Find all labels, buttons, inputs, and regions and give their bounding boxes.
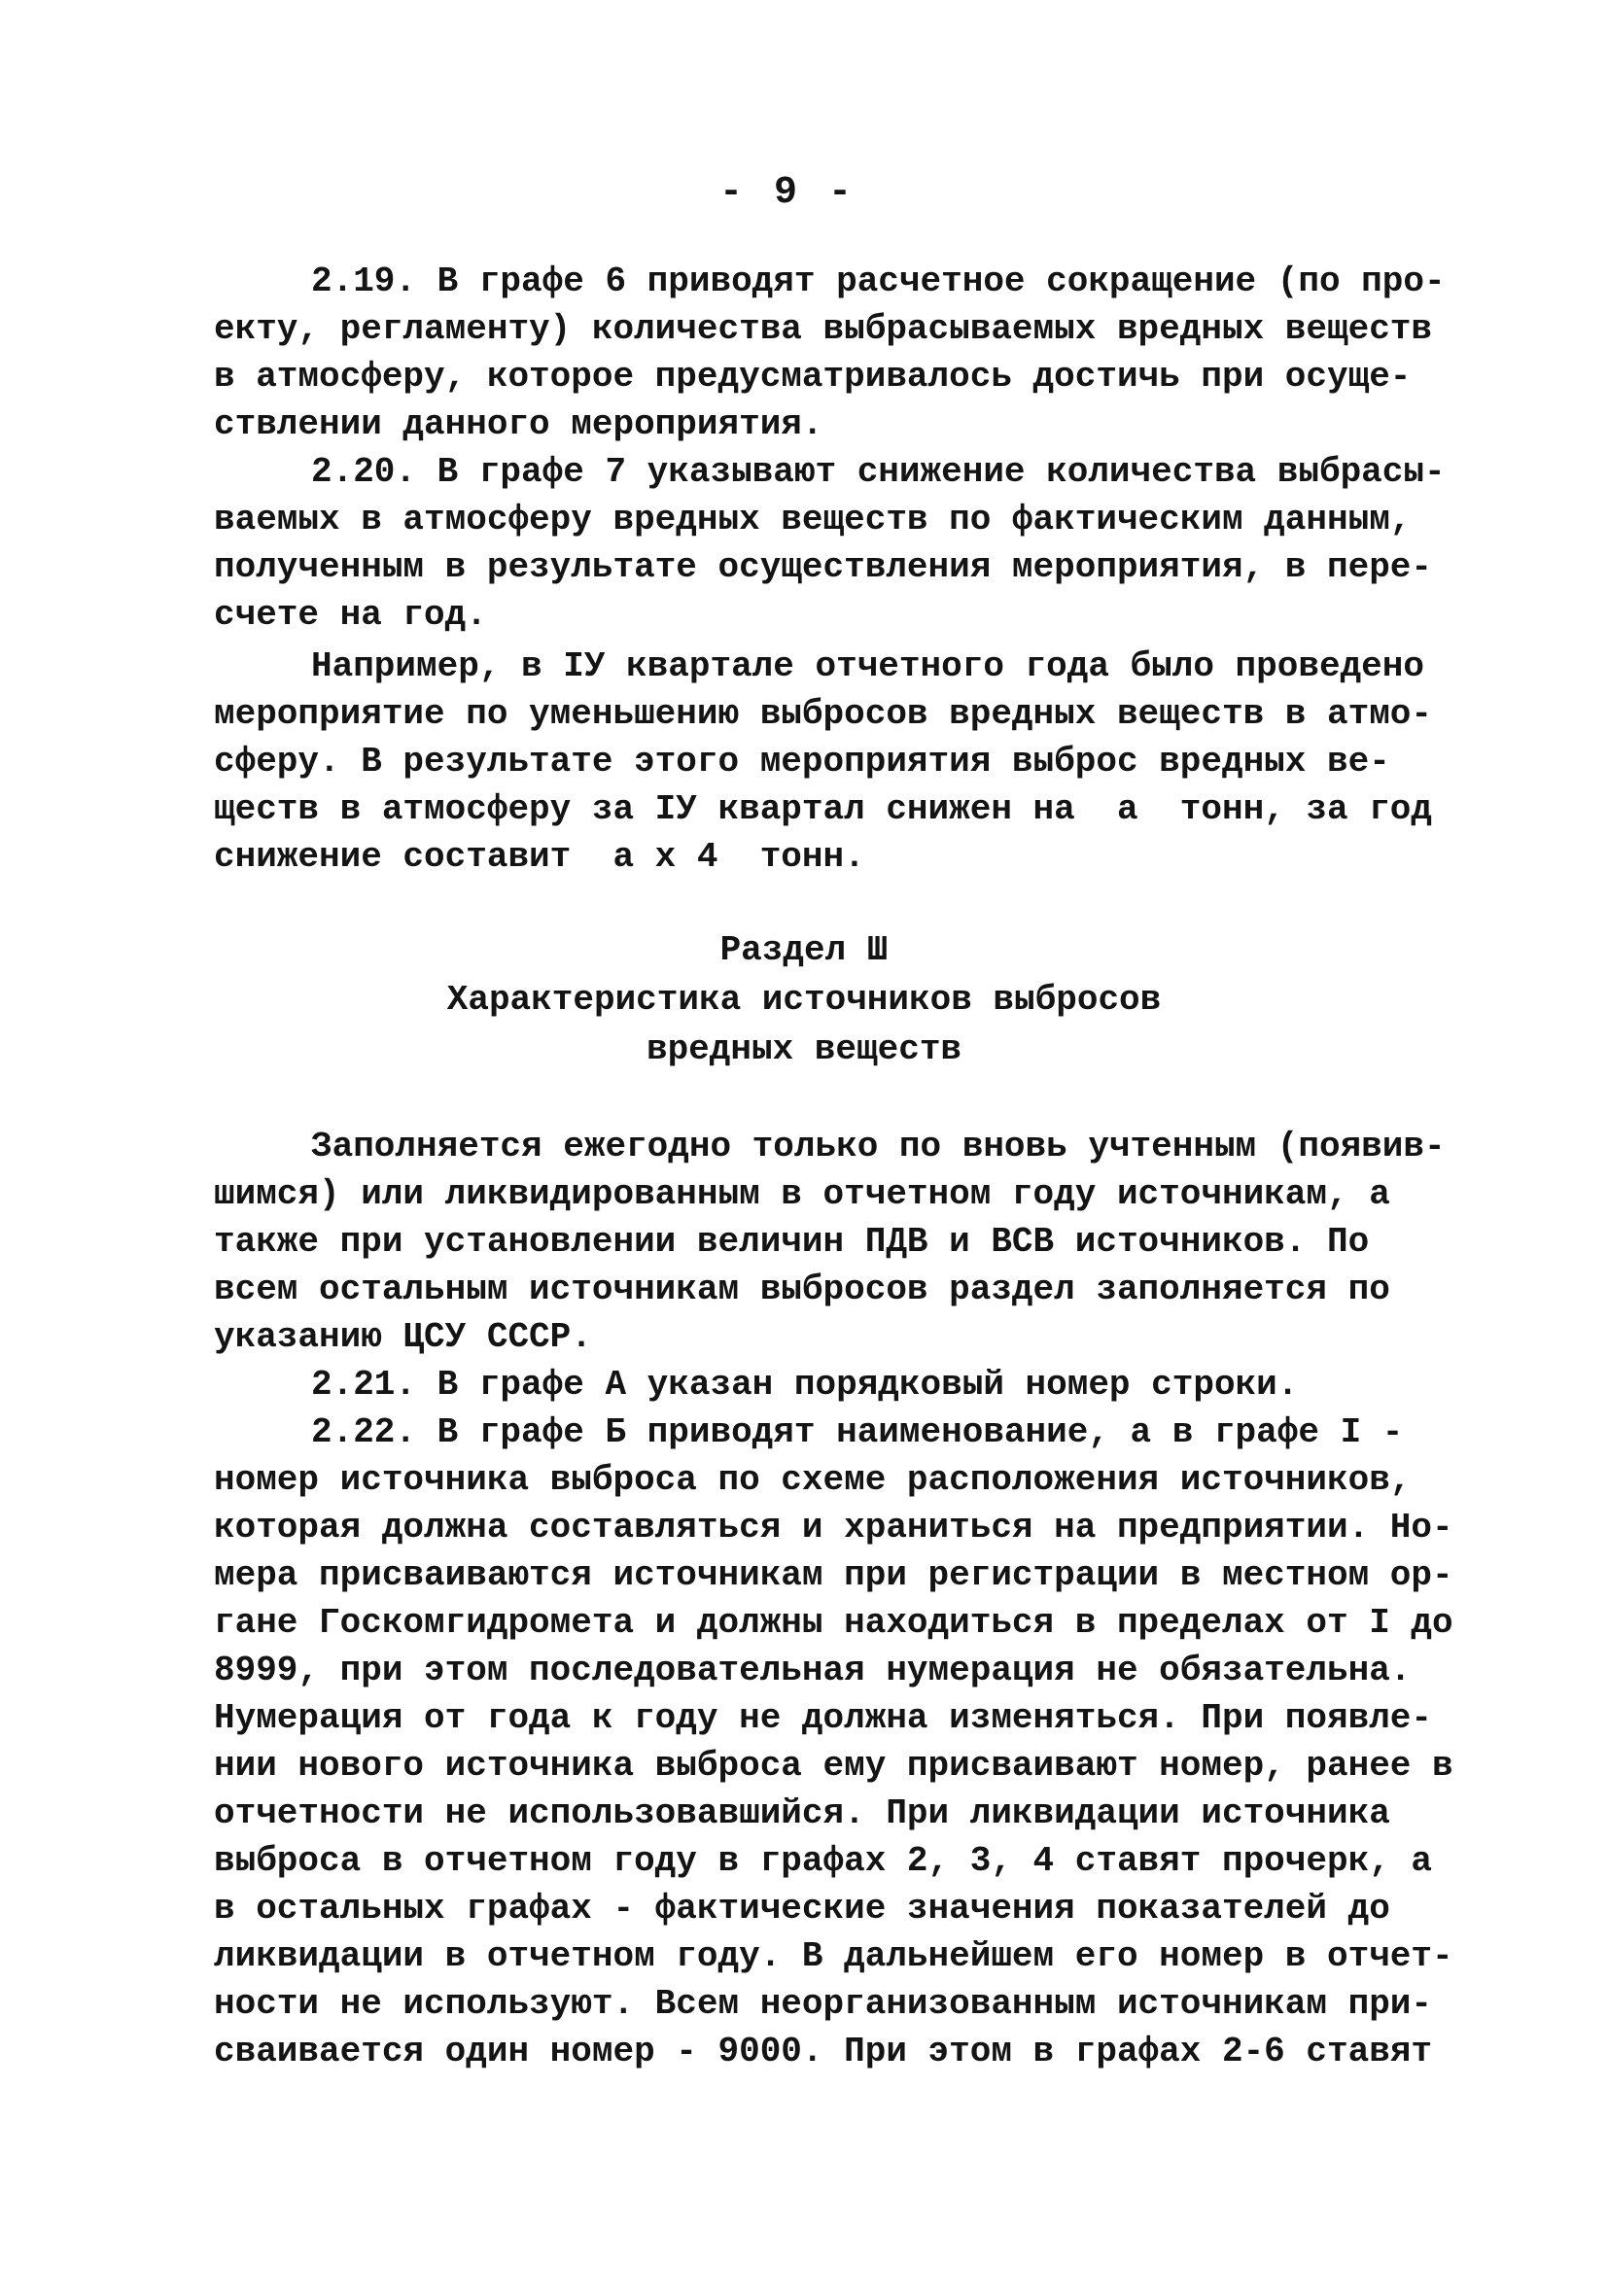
text-line: Заполняется ежегодно только по вновь учтенным (появив- — [311, 1127, 1446, 1166]
text-line: в остальных графах - фактические значения показателей до — [214, 1889, 1390, 1929]
text-line: гане Госкомгидромета и должны находиться в пределах от I до — [214, 1603, 1453, 1643]
text-line: 8999, при этом последовательная нумерация не обязательна. — [214, 1651, 1412, 1690]
text-line: выброса в отчетном году в графах 2, 3, 4 ставят прочерк, а — [214, 1841, 1433, 1881]
text-line: ствлении данного мероприятия. — [214, 404, 823, 444]
text-line: Нумерация от года к году не должна изменяться. При появле- — [214, 1698, 1433, 1738]
text-line: ваемых в атмосферу вредных веществ по фактическим данным, — [214, 500, 1412, 539]
page-number: - 9 - — [719, 171, 856, 215]
text-line: нии нового источника выброса ему присваивают номер, ранее в — [214, 1746, 1453, 1786]
text-line: счете на год. — [214, 595, 487, 635]
text-line: мероприятие по уменьшению выбросов вредных веществ в атмо- — [214, 694, 1433, 734]
text-line: 2.22. В графе Б приводят наименование, а в графе I - — [311, 1412, 1404, 1452]
section-subtitle: вредных веществ — [646, 1029, 962, 1069]
text-line: отчетности не использовавшийся. При ликвидации источника — [214, 1793, 1390, 1833]
text-line: шимся) или ликвидированным в отчетном году источникам, а — [214, 1174, 1390, 1214]
text-line: которая должна составляться и храниться на предприятии. Но- — [214, 1508, 1453, 1548]
section-title: Раздел Ш — [719, 930, 889, 970]
text-line: номер источника выброса по схеме расположения источников, — [214, 1460, 1412, 1500]
text-line: ности не используют. Всем неорганизованным источникам при- — [214, 1984, 1433, 2024]
section-subtitle: Характеристика источников выбросов — [446, 980, 1162, 1020]
text-line: 2.19. В графе 6 приводят расчетное сокращение (по про- — [311, 261, 1446, 301]
text-line: ликвидации в отчетном году. В дальнейшем его номер в отчет- — [214, 1936, 1453, 1976]
text-line: 2.21. В графе А указан порядковый номер строки. — [311, 1365, 1299, 1405]
text-line: снижение составит а х 4 тонн. — [214, 837, 865, 877]
text-line: всем остальным источникам выбросов раздел заполняется по — [214, 1270, 1390, 1309]
text-line: екту, регламенту) количества выбрасываемых вредных веществ — [214, 309, 1433, 349]
text-line: Например, в IУ квартале отчетного года было проведено — [311, 646, 1424, 686]
text-line: полученным в результате осуществления мероприятия, в пере- — [214, 547, 1433, 587]
text-line: ществ в атмосферу за IУ квартал снижен на а тонн, за год — [214, 789, 1433, 829]
text-line: указанию ЦСУ СССР. — [214, 1317, 592, 1357]
text-line: 2.20. В графе 7 указывают снижение количества выбрасы- — [311, 452, 1446, 492]
text-line: сферу. В результате этого мероприятия выброс вредных ве- — [214, 742, 1390, 782]
text-line: мера присваиваются источникам при регистрации в местном ор- — [214, 1555, 1453, 1595]
text-line: в атмосферу, которое предусматривалось достичь при осуще- — [214, 357, 1412, 397]
text-line: также при установлении величин ПДВ и ВСВ источников. По — [214, 1222, 1370, 1262]
text-line: сваивается один номер - 9000. При этом в графах 2-6 ставят — [214, 2032, 1433, 2071]
